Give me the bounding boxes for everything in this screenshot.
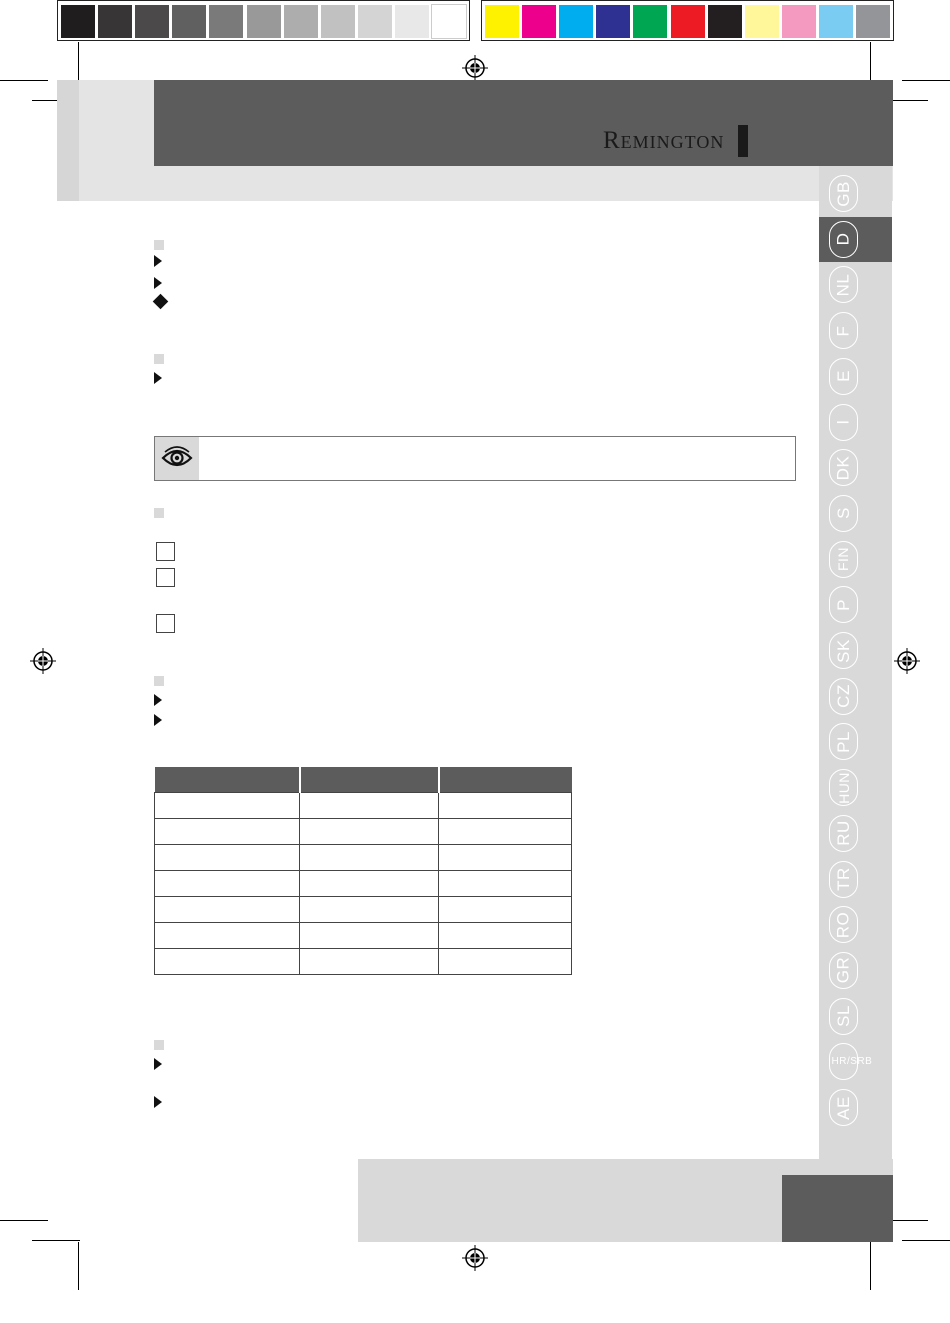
language-code: AE: [833, 1095, 853, 1120]
process-color-bar: [481, 0, 894, 41]
color-swatch: [633, 5, 667, 38]
language-tab-ro[interactable]: [819, 902, 892, 947]
color-swatch: [522, 5, 556, 38]
color-swatch: [708, 5, 742, 38]
section-marker-icon: [154, 676, 164, 686]
language-tab-label: [829, 312, 858, 349]
language-tab-d[interactable]: [819, 217, 892, 262]
table-row: [155, 923, 572, 949]
table-row: [155, 949, 572, 975]
color-swatch: [98, 5, 132, 38]
color-swatch: [172, 5, 206, 38]
language-code: PL: [833, 730, 853, 753]
section-marker-icon: [154, 240, 164, 250]
crop-mark: [0, 1220, 48, 1221]
registration-crosshair-icon: [462, 1245, 488, 1271]
language-tab-p[interactable]: [819, 582, 892, 627]
language-tab-label: [829, 678, 858, 715]
language-code: F: [833, 325, 853, 337]
table-row: [155, 871, 572, 897]
color-swatch: [782, 5, 816, 38]
language-tab-sl[interactable]: [819, 994, 892, 1039]
crop-mark: [0, 80, 48, 81]
note-box: [154, 436, 796, 481]
triangle-bullet-icon: [154, 372, 162, 384]
language-tab-f[interactable]: [819, 308, 892, 353]
color-swatch: [284, 5, 318, 38]
brand-logo-bar: [738, 125, 748, 157]
language-tab-pl[interactable]: [819, 719, 892, 764]
triangle-bullet-icon: [154, 1096, 162, 1108]
language-tab-sk[interactable]: [819, 628, 892, 673]
checkbox-icon: [156, 568, 175, 587]
color-swatch: [247, 5, 281, 38]
table-row: [155, 845, 572, 871]
language-tab-label: [829, 952, 858, 989]
language-tab-hr-srb[interactable]: [819, 1039, 892, 1084]
language-tab-tr[interactable]: [819, 857, 892, 902]
language-tab-label: [829, 632, 858, 669]
language-tab-label: [829, 221, 858, 258]
language-code: I: [833, 419, 853, 425]
language-tab-label: [829, 586, 858, 623]
language-tab-gr[interactable]: [819, 948, 892, 993]
language-tab-label: [829, 495, 858, 532]
checkbox-icon: [156, 614, 175, 633]
table-row: [155, 793, 572, 819]
table-row: [155, 897, 572, 923]
table-header-row: [155, 767, 572, 793]
header-bar: [154, 80, 893, 166]
spec-table: [154, 767, 572, 975]
language-code: SK: [833, 638, 853, 663]
color-swatch: [432, 5, 466, 38]
language-tab-ae[interactable]: [819, 1085, 892, 1130]
language-tab-nl[interactable]: [819, 262, 892, 307]
language-tab-label: [829, 815, 858, 852]
color-swatch: [671, 5, 705, 38]
language-code: P: [833, 598, 853, 611]
triangle-bullet-icon: [154, 255, 162, 267]
triangle-bullet-icon: [154, 714, 162, 726]
section-marker-icon: [154, 1040, 164, 1050]
language-tab-label: [829, 1043, 873, 1080]
language-code: SL: [833, 1005, 853, 1027]
language-code: CZ: [833, 684, 853, 709]
language-tab-label: [829, 861, 858, 898]
language-code: DK: [833, 455, 853, 480]
color-swatch: [485, 5, 519, 38]
language-tab-label: [829, 404, 858, 441]
language-tab-label: [829, 998, 858, 1035]
language-tab-fin[interactable]: [819, 537, 892, 582]
registration-crosshair-icon: [894, 648, 920, 674]
language-tab-label: [829, 723, 858, 760]
language-tab-gb[interactable]: [819, 171, 892, 216]
crop-mark: [870, 1242, 871, 1290]
language-code: FIN: [835, 547, 852, 572]
language-tab-s[interactable]: [819, 491, 892, 536]
brand-logo: [603, 125, 748, 157]
language-code: RU: [833, 820, 853, 847]
color-swatch: [856, 5, 890, 38]
language-code: S: [833, 507, 853, 520]
page-number-block: [782, 1175, 893, 1242]
language-code: HR/SRB: [831, 1055, 873, 1067]
color-swatch: [559, 5, 593, 38]
color-swatch: [395, 5, 429, 38]
eye-icon: [161, 446, 193, 470]
language-tab-hun[interactable]: [819, 765, 892, 810]
language-tab-label: [829, 906, 858, 943]
color-swatch: [596, 5, 630, 38]
color-swatch: [209, 5, 243, 38]
color-swatch: [358, 5, 392, 38]
brand-logo-text: Remington: [603, 127, 725, 154]
color-swatch: [61, 5, 95, 38]
section-marker-icon: [154, 354, 164, 364]
language-tab-dk[interactable]: [819, 445, 892, 490]
crop-mark: [902, 1240, 950, 1241]
language-tab-cz[interactable]: [819, 674, 892, 719]
color-swatch: [321, 5, 355, 38]
language-code: HUN: [835, 771, 852, 804]
language-tab-e[interactable]: [819, 354, 892, 399]
language-code: GR: [833, 957, 853, 984]
section-marker-icon: [154, 508, 164, 518]
registration-crosshair-icon: [462, 55, 488, 81]
gray-color-bar: [57, 0, 470, 41]
language-tab-label: [829, 1089, 858, 1126]
language-tab-label: [829, 266, 858, 303]
language-code: RO: [833, 911, 853, 938]
color-swatch: [135, 5, 169, 38]
language-tab-i[interactable]: [819, 400, 892, 445]
crop-mark: [32, 1240, 80, 1241]
language-tab-label: [829, 358, 858, 395]
table-row: [155, 819, 572, 845]
language-tab-label: [829, 541, 858, 578]
language-code: TR: [833, 867, 853, 891]
warning-diamond-icon: [153, 294, 169, 310]
crop-mark: [902, 80, 950, 81]
registration-crosshair-icon: [30, 648, 56, 674]
language-code: NL: [833, 273, 853, 297]
language-tab-label: [829, 175, 858, 212]
color-swatch: [745, 5, 779, 38]
language-tab-label: [829, 769, 858, 806]
checkbox-icon: [156, 542, 175, 561]
color-swatch: [819, 5, 853, 38]
triangle-bullet-icon: [154, 694, 162, 706]
language-code: D: [833, 232, 853, 246]
triangle-bullet-icon: [154, 277, 162, 289]
language-tab-ru[interactable]: [819, 811, 892, 856]
page-left-band: [57, 80, 79, 201]
triangle-bullet-icon: [154, 1058, 162, 1070]
language-tab-label: [829, 449, 858, 486]
language-code: E: [833, 370, 853, 383]
language-code: GB: [833, 180, 853, 207]
crop-mark: [78, 1242, 79, 1290]
